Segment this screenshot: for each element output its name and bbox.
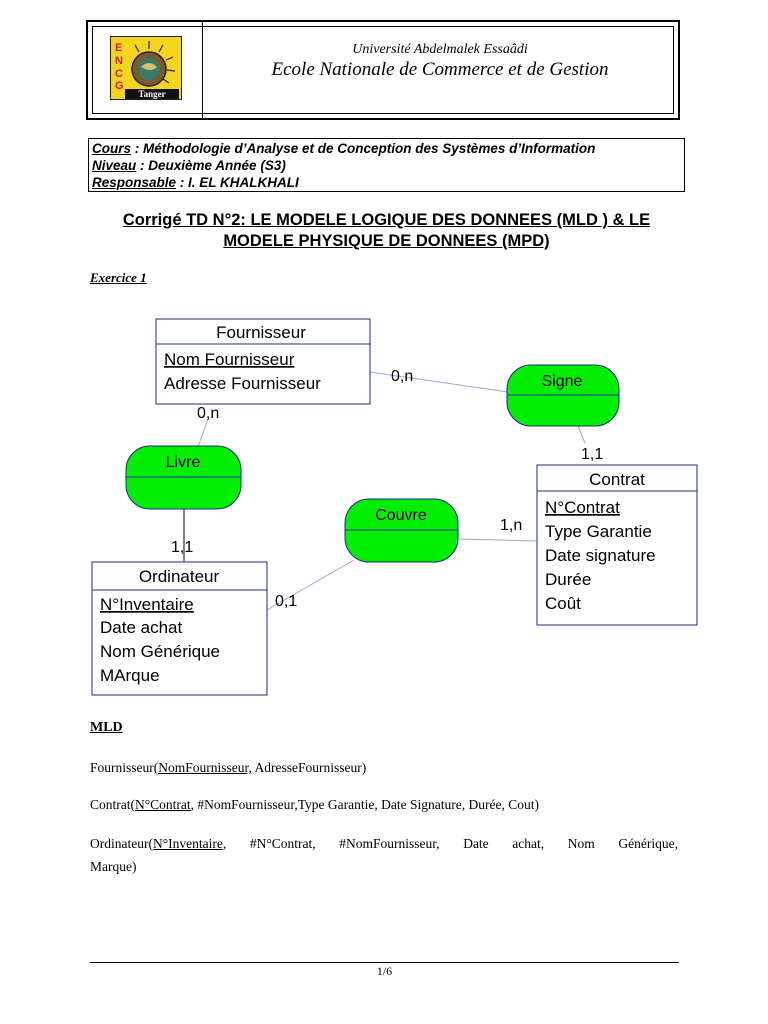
title-rest: : LE MODELE LOGIQUE DES DONNEES (MLD ) & LE [240,211,651,229]
link-signe-contrat [578,426,585,443]
svg-text:Tanger: Tanger [138,89,166,99]
teacher-label: Responsable [92,175,177,190]
svg-text:G: G [115,80,124,92]
relation-livre [126,446,241,509]
card-livre-ordinateur: 1,1 [171,539,194,556]
entity-contrat-attr: Date signature [545,546,656,565]
entity-fournisseur-attr: Adresse Fournisseur [164,374,321,393]
relation-livre-name: Livre [165,454,201,471]
exercise-label: Exercice 1 [90,270,147,285]
school-name: Ecole Nationale de Commerce et de Gestion [271,59,609,80]
mld-ordinateur [90,833,678,854]
title-line-2: MODELE PHYSIQUE DE DONNEES (MPD) [223,232,550,250]
mld-heading: MLD [90,720,123,735]
mcd-diagram [0,300,768,710]
entity-fournisseur-name: Fournisseur [216,323,306,342]
mld-fournisseur-rest: AdresseFournisseur) [251,760,367,775]
course-value: : Méthodologie d’Analyse et de Conception des Systèmes d’Information [131,141,596,156]
entity-contrat-key: N°Contrat [545,498,620,517]
title-line-1 [88,210,685,231]
card-fournisseur-livre: 0,n [197,405,220,422]
svg-text:N: N [115,55,123,67]
relation-couvre-name: Couvre [375,507,427,524]
entity-ordinateur-attr: Date achat [100,618,183,637]
title-prefix: Corrigé TD N°2 [122,211,241,229]
mld-fournisseur-name: Fournisseur( [90,760,159,775]
entity-contrat-name: Contrat [589,470,645,489]
entity-ordinateur-attr: Nom Générique [100,642,221,661]
relation-signe [507,365,619,426]
teacher-value: : I. EL KHALKHALI [176,175,299,190]
entity-contrat [537,465,697,625]
entity-contrat-attr: Type Garantie [545,522,652,541]
entity-ordinateur-key: N°Inventaire [100,595,194,614]
mld-contrat [90,794,678,815]
link-couvre-contrat [457,539,537,541]
entity-contrat-attr: Coût [545,594,581,613]
card-couvre-contrat: 1,n [500,517,523,534]
course-line [92,140,681,157]
card-fournisseur-signe: 0,n [391,368,414,385]
mld-ordinateur-key: N°Inventaire [152,836,223,851]
course-label: Cours [92,141,132,156]
footer-rule [90,962,679,963]
mld-contrat-rest: , #NomFournisseur,Type Garantie, Date Signature, Durée, Cout) [190,797,539,812]
link-fournisseur-livre [198,419,208,447]
entity-ordinateur-attr: MArque [100,666,160,685]
school-logo [110,36,182,100]
mld-contrat-key: N°Contrat [135,797,191,812]
mld-ordinateur-cont: Marque) [90,859,137,874]
svg-text:E: E [115,42,123,54]
course-info-box [88,138,685,192]
page-number: 1/6 [376,964,393,978]
entity-ordinateur [92,562,267,695]
card-signe-contrat: 1,1 [581,446,604,463]
teacher-line [92,174,681,191]
card-couvre-ordinateur: 0,1 [275,593,298,610]
level-line [92,157,681,174]
entity-fournisseur-key: Nom Fournisseur [164,350,295,369]
university-name: Université Abdelmalek Essaâdi [352,42,528,57]
mld-fournisseur-key: NomFournisseur, [158,760,252,775]
level-value: : Deuxième Année (S3) [136,158,286,173]
svg-text:C: C [115,68,123,80]
relation-couvre [345,499,458,562]
header-divider [202,22,203,118]
mld-fournisseur [90,757,678,778]
relation-signe-name: Signe [541,373,583,390]
document-title [88,210,685,252]
logo-graphic [111,37,181,99]
mld-ordinateur-name: Ordinateur( [90,836,153,851]
entity-ordinateur-name: Ordinateur [138,567,220,586]
entity-contrat-attr: Durée [545,570,592,589]
mld-ordinateur-rest: , #N°Contrat, #NomFournisseur, Date achat, Nom Générique, [222,836,678,851]
level-label: Niveau [92,158,137,173]
entity-fournisseur [156,319,370,404]
mld-contrat-name: Contrat( [90,797,135,812]
